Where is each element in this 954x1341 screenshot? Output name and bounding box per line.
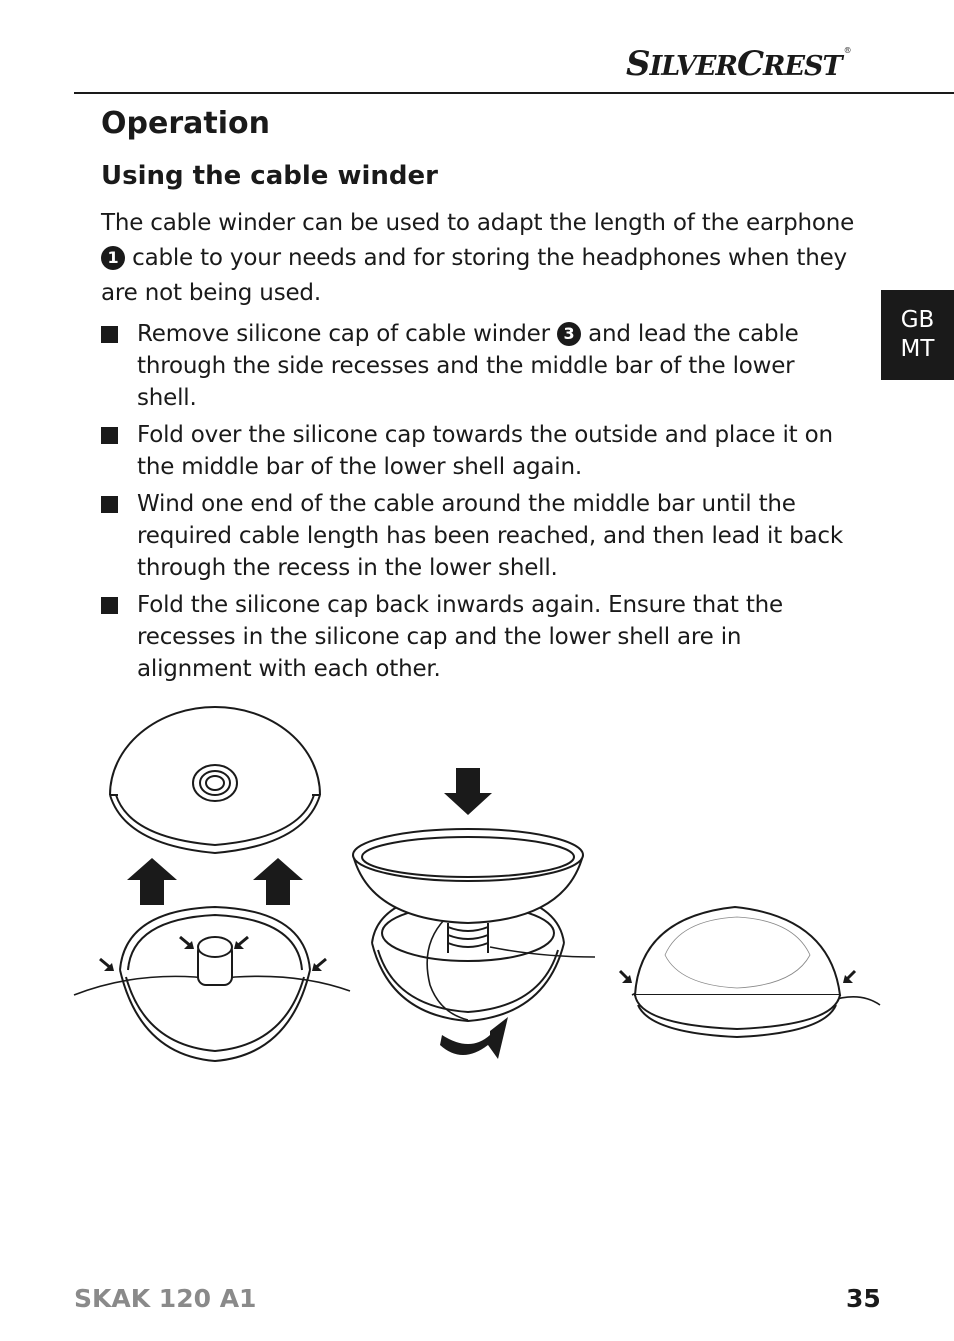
item-number-badge: 3	[557, 322, 581, 346]
header-rule	[74, 92, 954, 94]
lower-shell	[74, 907, 350, 1061]
closed-cable-winder	[632, 907, 880, 1037]
language-code: MT	[900, 336, 935, 362]
language-tab	[881, 290, 954, 380]
item-number-badge: 1	[101, 246, 125, 270]
step-list	[101, 318, 861, 690]
silvercrest-logo: SILVERCREST®	[626, 44, 851, 84]
list-item: Fold over the silicone cap towards the outside and place it on the middle bar of the lower shell again.	[101, 419, 861, 483]
cable-winder-illustration	[70, 695, 890, 1075]
intro-paragraph: The cable winder can be used to adapt the length of the earphone 1 cable to your needs and for storing the headphones when they are not being used.	[101, 210, 855, 306]
language-code: GB	[900, 307, 935, 333]
list-item: Wind one end of the cable around the middle bar until the required cable length has been reached, and then lead it back through the recess in the lower shell.	[101, 488, 861, 584]
list-item: Fold the silicone cap back inwards again. Ensure that the recesses in the silicone cap and the lower shell are in alignment with each other.	[101, 589, 861, 685]
silicone-cap-removed	[110, 707, 320, 853]
bullet-square-icon	[101, 427, 118, 444]
bullet-square-icon	[101, 597, 118, 614]
bullet-square-icon	[101, 496, 118, 513]
arrow-up-icon	[127, 858, 303, 905]
list-item: Remove silicone cap of cable winder 3 and lead the cable through the side recesses and the middle bar of the lower shell.	[101, 318, 861, 414]
page-number: 35	[846, 1284, 881, 1313]
section-subtitle: Using the cable winder	[101, 161, 438, 191]
rotate-arrow-icon	[440, 1017, 508, 1059]
bullet-square-icon	[101, 326, 118, 343]
arrow-down-icon	[444, 768, 492, 815]
section-title: Operation	[101, 106, 270, 141]
silicone-cap-flipped	[353, 829, 583, 923]
footer-model-number: SKAK 120 A1	[74, 1284, 257, 1313]
